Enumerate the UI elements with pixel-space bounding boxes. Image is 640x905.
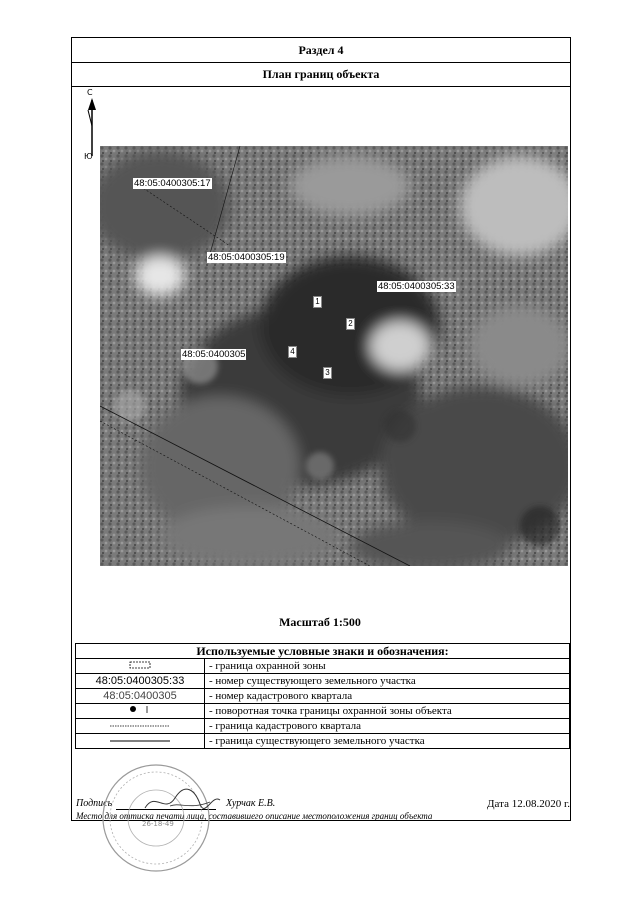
turning-point-symbol (76, 704, 205, 719)
handwritten-signature-icon (140, 786, 230, 816)
boundary-point-1: 1 (313, 296, 322, 308)
signature-date: Дата 12.08.2020 г. (487, 798, 570, 810)
north-arrow-icon (82, 88, 102, 168)
svg-text:26-18-49: 26-18-49 (142, 820, 174, 828)
signature-label: Подпись (76, 798, 113, 809)
parcel-boundary-symbol (76, 734, 205, 749)
legend-row (76, 704, 570, 719)
boundary-point-3: 3 (323, 367, 332, 379)
parcel-label: 48:05:0400305:17 (134, 178, 211, 189)
quarter-number-symbol: 48:05:0400305 (76, 689, 205, 704)
legend-text: - поворотная точка границы охранной зоны объекта (205, 704, 570, 719)
parcel-label: 48:05:0400305:33 (378, 281, 455, 292)
legend-text: - граница существующего земельного участка (205, 734, 570, 749)
signer-name: Хурчак Е.В. (226, 798, 276, 809)
legend-row (76, 719, 570, 734)
protection-zone-symbol (76, 659, 205, 674)
quarter-label: 48:05:0400305 (182, 349, 246, 360)
legend-text: - номер кадастрового квартала (205, 689, 570, 704)
section-title: Раздел 4 (72, 38, 570, 63)
north-label: С (87, 88, 93, 97)
legend-text: - граница кадастрового квартала (205, 719, 570, 734)
stamp-place-note: Место для оттиска печати лица, составившего описание местоположения границ объекта (76, 811, 433, 821)
south-label: Ю (84, 152, 93, 161)
page-title: План границ объекта (72, 62, 570, 87)
map-image (100, 146, 568, 566)
legend-table (75, 643, 570, 749)
legend-text: - граница охранной зоны (205, 659, 570, 674)
legend-text: - номер существующего земельного участка (205, 674, 570, 689)
legend-row (76, 689, 570, 704)
seal-stamp-icon (100, 762, 212, 874)
boundary-point-4: 4 (288, 346, 297, 358)
boundary-point-2: 2 (346, 318, 355, 330)
map-scale: Масштаб 1:500 (279, 615, 361, 629)
parcel-number-symbol: 48:05:0400305:33 (76, 674, 205, 689)
legend-title: Используемые условные знаки и обозначения: (76, 644, 570, 659)
parcel-label: 48:05:0400305:19 (208, 252, 285, 263)
legend-row (76, 734, 570, 749)
legend-row (76, 674, 570, 689)
legend-row (76, 659, 570, 674)
quarter-boundary-symbol (76, 719, 205, 734)
